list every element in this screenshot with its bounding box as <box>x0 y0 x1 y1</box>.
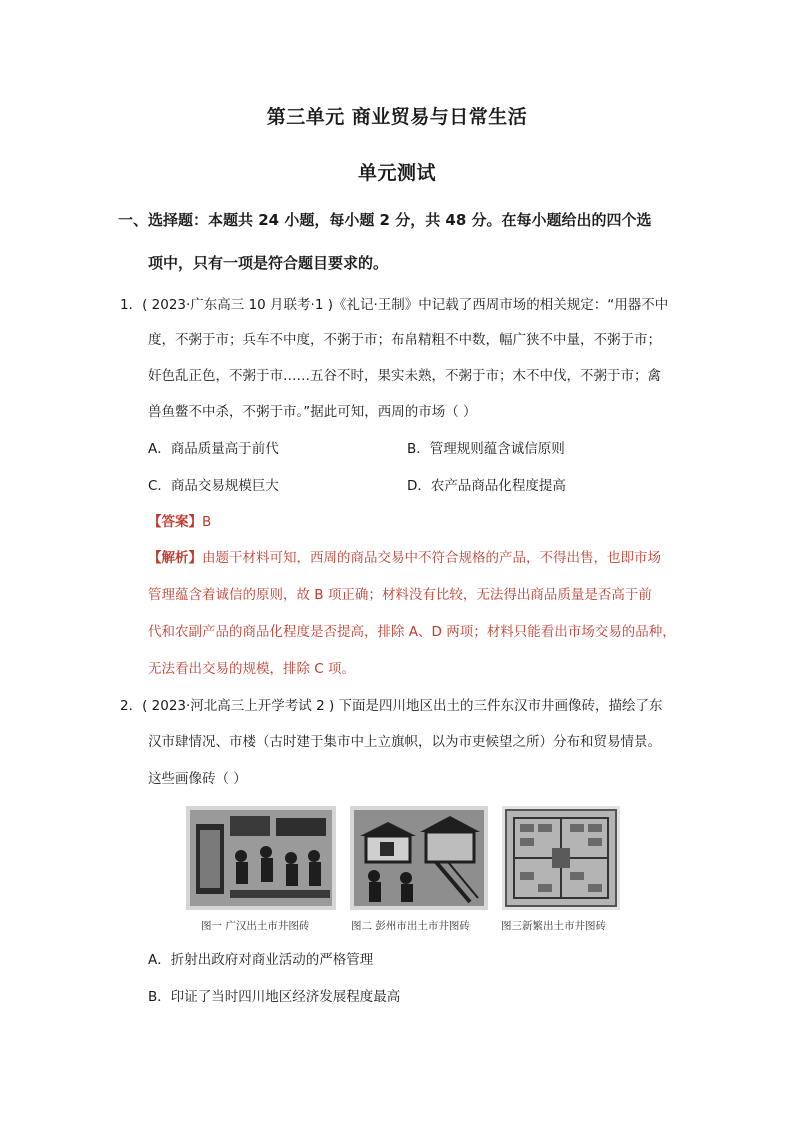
q2-option-a: A．折射出政府对商业活动的严格管理 <box>148 952 374 968</box>
q1-answer-label: 【答案】 <box>148 514 202 530</box>
figure-2-caption: 图二 彭州市出土市井图砖 <box>351 920 470 932</box>
q1-stem-line-4: 兽鱼鳖不中杀，不粥于市。”据此可知，西周的市场（ ） <box>148 404 477 420</box>
q1-option-c: C．商品交易规模巨大 <box>148 478 279 494</box>
page-title: 第三单元 商业贸易与日常生活 <box>266 106 528 128</box>
brick-images-row <box>186 806 626 910</box>
section-heading-line-2: 项中，只有一项是符合题目要求的。 <box>148 254 389 272</box>
page-subtitle: 单元测试 <box>357 162 436 184</box>
q1-stem-line-1: 1．( 2023·广东高三 10 月联考·1 )《礼记·王制》中记载了西周市场的相关规定：“用器不中 <box>120 297 669 313</box>
q1-analysis-line-3: 代和农副产品的商品化程度是否提高，排除 A、D 两项；材料只能看出市场交易的品种， <box>148 624 676 640</box>
q1-answer-row <box>148 513 211 531</box>
figure-2-image <box>350 806 488 910</box>
figure-3-image <box>502 806 620 910</box>
q1-analysis-line-4: 无法看出交易的规模，排除 C 项。 <box>148 661 356 677</box>
q1-stem-line-3: 奸色乱正色，不粥于市……五谷不时，果实未熟，不粥于市；木不中伐，不粥于市；禽 <box>148 368 661 384</box>
figure-1-image <box>186 806 336 910</box>
q1-analysis-line-2: 管理蕴含着诚信的原则，故 B 项正确；材料没有比较，无法得出商品质量是否高于前 <box>148 587 652 603</box>
q1-option-d: D．农产品商品化程度提高 <box>407 478 566 494</box>
q1-option-b: B．管理规则蕴含诚信原则 <box>407 441 565 457</box>
q1-analysis-line-1 <box>148 549 661 567</box>
q1-option-a: A．商品质量高于前代 <box>148 441 279 457</box>
q2-stem-line-3: 这些画像砖（ ） <box>148 771 247 787</box>
q1-analysis-label: 【解析】 <box>148 550 202 566</box>
section-heading-line-1: 一、选择题：本题共 24 小题，每小题 2 分，共 48 分。在每小题给出的四个选 <box>118 211 652 229</box>
q2-stem-line-2: 汉市肆情况、市楼（古时建于集市中上立旗帜，以为市吏候望之所）分布和贸易情景。 <box>148 734 661 750</box>
figure-3-caption: 图三新繁出土市井图砖 <box>501 920 606 932</box>
q1-answer-value: B <box>202 514 212 530</box>
q1-analysis-text-1: 由题干材料可知，西周的商品交易中不符合规格的产品，不得出售，也即市场 <box>202 550 661 566</box>
figure-1-caption: 图一 广汉出土市井图砖 <box>201 920 310 932</box>
q2-stem-line-1: 2．( 2023·河北高三上开学考试 2 ) 下面是四川地区出土的三件东汉市井画像砖，描绘了东 <box>120 698 663 714</box>
q1-stem-line-2: 度，不粥于市；兵车不中度，不粥于市；布帛精粗不中数，幅广狭不中量，不粥于市； <box>148 332 661 348</box>
q2-option-b: B．印证了当时四川地区经济发展程度最高 <box>148 989 401 1005</box>
